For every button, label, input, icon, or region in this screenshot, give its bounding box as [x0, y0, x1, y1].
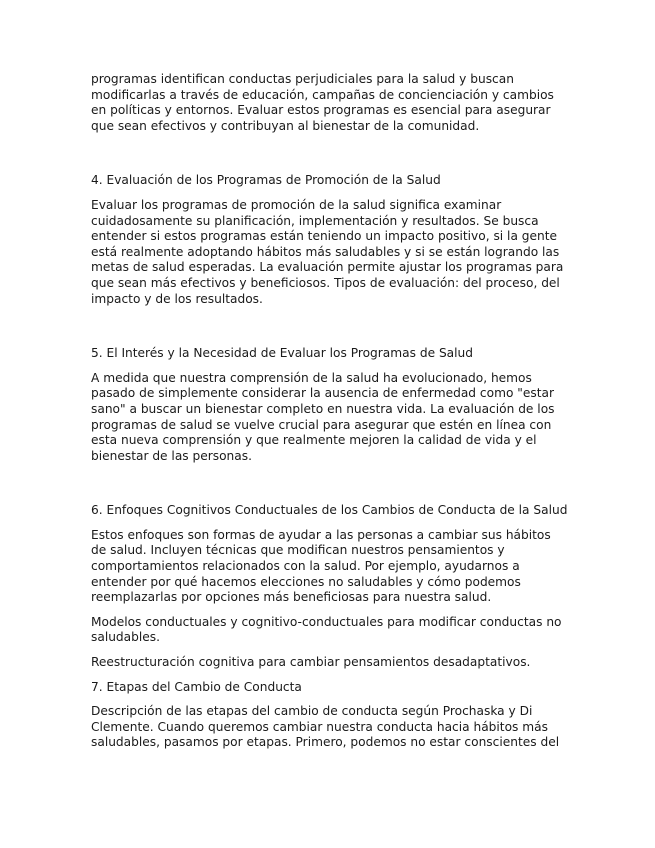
paragraph-intro-continued: programas identifican conductas perjudiciales para la salud y buscan modificarlas a través de educación, campañas de concienciación y cambios en políticas y entornos. Evaluar estos programas es esencial para asegurar que sean efectivos y contribuyan al bienestar de la comunidad.: [91, 72, 554, 133]
paragraph-section-5: A medida que nuestra comprensión de la salud ha evolucionado, hemos pasado de simplemente considerar la ausencia de enfermedad como "estar sano" a buscar un bienestar completo en nuestra vida. La evaluación de los programas de salud se vuelve crucial para asegurar que estén en línea con esta nueva comprensión y que realmente mejoren la calidad de vida y el bienestar de las personas.: [91, 370, 555, 463]
paragraph-section-6-models: Modelos conductuales y cognitivo-conductuales para modificar conductas no saludables.: [91, 614, 562, 645]
paragraph-section-7: Descripción de las etapas del cambio de conducta según Prochaska y Di Clemente. Cuando queremos cambiar nuestra conducta hacia hábitos más saludables, pasamos por etapas. Primero, podemos no estar conscientes del: [91, 704, 560, 750]
paragraph-section-4: Evaluar los programas de promoción de la salud significa examinar cuidadosamente su planificación, implementación y resultados. Se busca entender si estos programas están teniendo un impacto positivo, si la gente está realmente adoptando hábitos más saludables y si se están logrando las metas de salud esperadas. La evaluación permite ajustar los programas para que sean más efectivos y beneficiosos. Tipos de evaluación: del proceso, del impacto y de los resultados.: [91, 197, 564, 306]
heading-section-5: 5. El Interés y la Necesidad de Evaluar los Programas de Salud: [91, 346, 473, 361]
heading-section-6: 6. Enfoques Cognitivos Conductuales de los Cambios de Conducta de la Salud: [91, 503, 568, 518]
paragraph-section-6-restructuring: Reestructuración cognitiva para cambiar pensamientos desadaptativos.: [91, 655, 531, 670]
heading-section-7: 7. Etapas del Cambio de Conducta: [91, 679, 302, 694]
heading-section-4: 4. Evaluación de los Programas de Promoción de la Salud: [91, 173, 441, 188]
paragraph-section-6: Estos enfoques son formas de ayudar a las personas a cambiar sus hábitos de salud. Incluyen técnicas que modifican nuestros pensamientos y comportamientos relacionados con la salud. Por ejemplo, ayudarnos a entender por qué hacemos elecciones no saludables y cómo podemos reemplazarlas por opciones más beneficiosas para nuestra salud.: [91, 527, 551, 605]
